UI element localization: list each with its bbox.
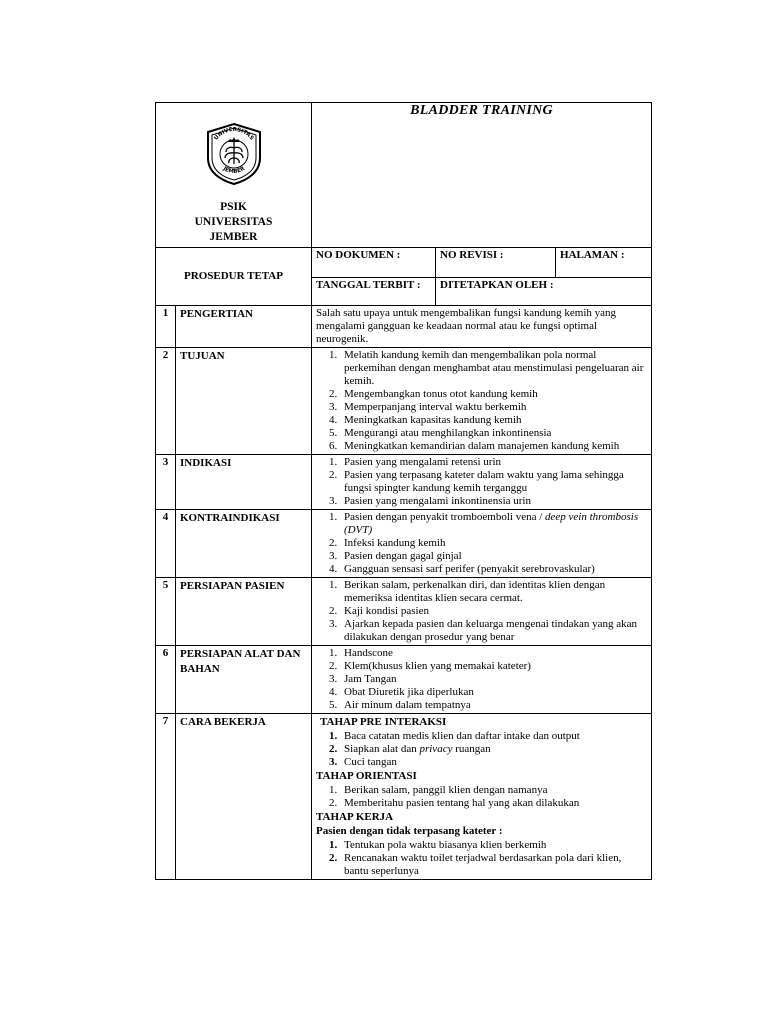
row-persiapan-alat xyxy=(156,646,652,714)
row-kontraindikasi xyxy=(156,510,652,578)
list-item: 2. Infeksi kandung kemih xyxy=(340,537,647,550)
list-item: 2. Memberitahu pasien tentang hal yang akan dilakukan xyxy=(340,797,647,810)
document-title: BLADDER TRAINING xyxy=(312,103,652,248)
institution-cell xyxy=(156,103,312,248)
section-heading: TAHAP KERJA xyxy=(316,811,394,823)
list-item: 6. Meningkatkan kemandirian dalam manajemen kandung kemih xyxy=(340,440,647,453)
list-item: 4. Obat Diuretik jika diperlukan xyxy=(340,686,647,699)
svg-text:JEMBER: JEMBER xyxy=(221,165,246,176)
list-item: 4. Gangguan sensasi sarf perifer (penyakit serebrovaskular) xyxy=(340,563,647,576)
row-label: KONTRAINDIKASI xyxy=(176,510,312,578)
university-seal-icon xyxy=(202,122,266,186)
list-item: 2. Rencanakan waktu toilet terjadwal berdasarkan pola dari klien, bantu seperlunya xyxy=(340,852,647,878)
list-item: 2. Klem(khusus klien yang memakai kateter) xyxy=(340,660,647,673)
university-logo xyxy=(160,104,307,192)
row-label: PENGERTIAN xyxy=(176,306,312,348)
list-item: 3. Pasien dengan gagal ginjal xyxy=(340,550,647,563)
list-item: 2. Kaji kondisi pasien xyxy=(340,605,647,618)
list-item: 1. Baca catatan medis klien dan daftar intake dan output xyxy=(340,730,647,743)
row-label: TUJUAN xyxy=(176,348,312,455)
list-item: 1. Handscone xyxy=(340,647,647,660)
approved-by-field: DITETAPKAN OLEH : xyxy=(436,278,652,306)
list-item: 1. Berikan salam, panggil klien dengan namanya xyxy=(340,784,647,797)
list-item: 3. Jam Tangan xyxy=(340,673,647,686)
row-number: 2 xyxy=(156,348,176,455)
row-number: 7 xyxy=(156,714,176,880)
section-heading: TAHAP PRE INTERAKSI xyxy=(320,716,447,728)
section-heading: TAHAP ORIENTASI xyxy=(316,770,417,782)
institution-name: PSIK UNIVERSITAS JEMBER xyxy=(194,201,273,243)
row-number: 4 xyxy=(156,510,176,578)
svg-text:UNIVERSITAS: UNIVERSITAS xyxy=(212,126,255,142)
list-item: 1. Pasien dengan penyakit tromboemboli vena / deep vein thrombosis (DVT) xyxy=(340,511,647,537)
list-item: 2. Pasien yang terpasang kateter dalam waktu yang lama sehingga fungsi spingter kandung kemih terganggu xyxy=(340,469,647,495)
row-content xyxy=(312,510,652,578)
row-content xyxy=(312,455,652,510)
list-item: 2. Mengembangkan tonus otot kandung kemih xyxy=(340,388,647,401)
sop-table xyxy=(155,102,652,880)
row-content xyxy=(312,646,652,714)
list-item: 4. Meningkatkan kapasitas kandung kemih xyxy=(340,414,647,427)
row-content: Salah satu upaya untuk mengembalikan fungsi kandung kemih yang mengalami gangguan ke keadaan normal atau ke fungsi optimal neurogenik. xyxy=(312,306,652,348)
row-label: PERSIAPAN PASIEN xyxy=(176,578,312,646)
row-number: 3 xyxy=(156,455,176,510)
list-item: 1. Tentukan pola waktu biasanya klien berkemih xyxy=(340,839,647,852)
list-item: 2. Siapkan alat dan privacy ruangan xyxy=(340,743,647,756)
row-label: CARA BEKERJA xyxy=(176,714,312,880)
list-item: 1. Pasien yang mengalami retensi urin xyxy=(340,456,647,469)
list-item: 1. Berikan salam, perkenalkan diri, dan identitas klien dengan memeriksa identitas klien secara cermat. xyxy=(340,579,647,605)
row-number: 6 xyxy=(156,646,176,714)
row-label: PERSIAPAN ALAT DAN BAHAN xyxy=(176,646,312,714)
issue-date-field: TANGGAL TERBIT : xyxy=(312,278,436,306)
list-item: 3. Memperpanjang interval waktu berkemih xyxy=(340,401,647,414)
row-number: 5 xyxy=(156,578,176,646)
row-persiapan-pasien xyxy=(156,578,652,646)
document-number-field: NO DOKUMEN : xyxy=(312,248,436,278)
row-content xyxy=(312,348,652,455)
row-tujuan xyxy=(156,348,652,455)
page-field: HALAMAN : xyxy=(556,248,652,278)
row-content xyxy=(312,714,652,880)
row-label: INDIKASI xyxy=(176,455,312,510)
row-pengertian xyxy=(156,306,652,348)
list-item: 3. Cuci tangan xyxy=(340,756,647,769)
list-item: 3. Pasien yang mengalami inkontinensia urin xyxy=(340,495,647,508)
procedure-label: PROSEDUR TETAP xyxy=(156,248,312,306)
row-number: 1 xyxy=(156,306,176,348)
list-item: 5. Air minum dalam tempatnya xyxy=(340,699,647,712)
section-subheading: Pasien dengan tidak terpasang kateter : xyxy=(316,825,503,837)
list-item: 5. Mengurangi atau menghilangkan inkontinensia xyxy=(340,427,647,440)
list-item: 1. Melatih kandung kemih dan mengembalikan pola normal perkemihan dengan menghambat atau menstimulasi pengeluaran air kemih. xyxy=(340,349,647,388)
row-content xyxy=(312,578,652,646)
row-indikasi xyxy=(156,455,652,510)
list-item: 3. Ajarkan kepada pasien dan keluarga mengenai tindakan yang akan dilakukan dengan prosedur yang benar xyxy=(340,618,647,644)
revision-number-field: NO REVISI : xyxy=(436,248,556,278)
row-cara-bekerja xyxy=(156,714,652,880)
